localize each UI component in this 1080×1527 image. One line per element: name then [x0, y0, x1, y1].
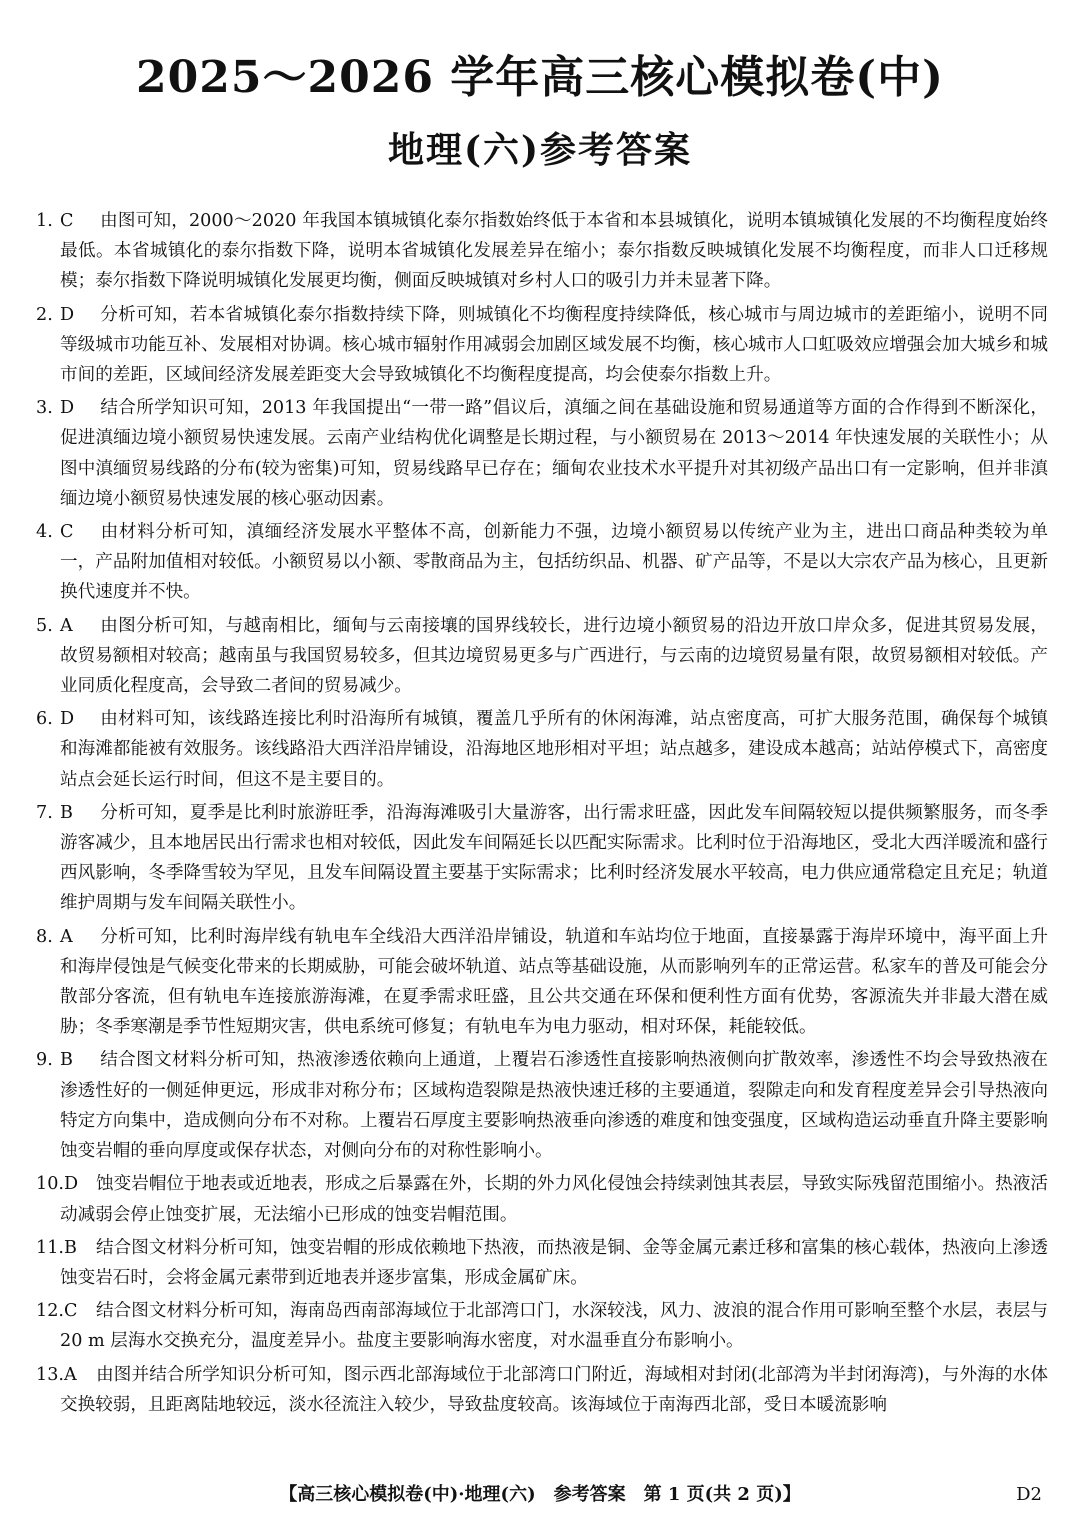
- page-title: 2025～2026 学年高三核心模拟卷(中): [136, 52, 944, 103]
- answer-item-11: [36, 1233, 1048, 1293]
- answer-list: [36, 206, 1048, 1423]
- answer-explanation: 结合图文材料分析可知，热液渗透依赖向上通道，上覆岩石渗透性直接影响热液侧向扩散效率，渗透性不均会导致热液在渗透性好的一侧延伸更远，形成非对称分布；区域构造裂隙是热液快速迁移的主要通道，裂隙走向和发育程度差异会引导热液向特定方向集中，造成侧向分布不对称。上覆岩石厚度主要影响热液垂向渗透的难度和蚀变强度，区域构造运动垂直升降主要影响蚀变岩帽的垂向厚度或保存状态，对侧向分布的对称性影响小。: [60, 1050, 1048, 1162]
- answer-explanation: 蚀变岩帽位于地表或近地表，形成之后暴露在外，长期的外力风化侵蚀会持续剥蚀其表层，导致实际残留范围缩小。热液活动减弱会停止蚀变扩展，无法缩小已形成的蚀变岩帽范围。: [60, 1174, 1048, 1225]
- answer-explanation: 结合图文材料分析可知，蚀变岩帽的形成依赖地下热液，而热液是铜、金等金属元素迁移和富集的核心载体，热液向上渗透蚀变岩石时，会将金属元素带到近地表并逐步富集，形成金属矿床。: [60, 1237, 1048, 1288]
- answer-item-7: [36, 798, 1048, 919]
- page-footer: [0, 1480, 1080, 1510]
- answer-choice: C: [63, 1301, 78, 1322]
- question-number: 10.: [36, 1174, 64, 1195]
- answer-item-8: [36, 922, 1048, 1043]
- answer-item-4: [36, 517, 1048, 608]
- answer-choice: D: [60, 709, 75, 730]
- answer-explanation: 由图分析可知，与越南相比，缅甸与云南接壤的国界线较长，进行边境小额贸易的沿边开放口岸众多，促进其贸易发展，故贸易额相对较高；越南虽与我国贸易较多，但其边境贸易更多与广西进行，与云南的边境贸易量有限，故贸易额相对较低。产业同质化程度高，会导致二者间的贸易减少。: [60, 615, 1048, 697]
- answer-choice: B: [63, 1237, 77, 1258]
- answer-item-1: [36, 206, 1048, 297]
- question-number: 7.: [36, 802, 53, 823]
- answer-choice: A: [60, 615, 73, 636]
- question-number: 4.: [36, 522, 53, 543]
- answer-item-6: [36, 704, 1048, 795]
- answer-choice: D: [63, 1174, 79, 1195]
- answer-explanation: 由材料分析可知，滇缅经济发展水平整体不高，创新能力不强，边境小额贸易以传统产业为主，进出口商品种类较为单一，产品附加值相对较低。小额贸易以小额、零散商品为主，包括纺织品、机器、矿产品等，不是以大宗农产品为核心，且更新换代速度并不快。: [60, 522, 1048, 603]
- answer-choice: C: [60, 522, 74, 543]
- question-number: 11.: [36, 1237, 64, 1258]
- answer-explanation: 结合图文材料分析可知，海南岛西南部海域位于北部湾口门，水深较浅，风力、波浪的混合作用可影响至整个水层，表层与 20 m 层海水交换充分，温度差异小。盐度主要影响海水密度，对水温垂直分布影响小。: [60, 1301, 1048, 1352]
- question-number: 13.: [36, 1364, 64, 1385]
- question-number: 8.: [36, 926, 53, 947]
- answer-choice: A: [60, 926, 73, 947]
- question-number: 1.: [36, 211, 53, 231]
- paper-code: D2: [1016, 1484, 1042, 1505]
- question-number: 9.: [36, 1050, 53, 1071]
- answer-explanation: 分析可知，若本省城镇化泰尔指数持续下降，则城镇化不均衡程度持续降低，核心城市与周边城市的差距缩小，说明不同等级城市功能互补、发展相对协调。核心城市辐射作用减弱会加剧区域发展不均衡，核心城市人口虹吸效应增强会加大城乡和城市间的差距，区域间经济发展差距变大会导致城镇化不均衡程度提高，均会使泰尔指数上升。: [60, 304, 1048, 386]
- page-subtitle: 地理(六)参考答案: [387, 129, 693, 171]
- question-number: 2.: [36, 304, 53, 325]
- answer-explanation: 由图并结合所学知识分析可知，图示西北部海域位于北部湾口门附近，海域相对封闭(北部湾为半封闭海湾)，与外海的水体交换较弱，且距离陆地较远，淡水径流注入较少，导致盐度较高。该海域位于南海西北部，受日本暖流影响: [60, 1364, 1048, 1415]
- answer-item-9: [36, 1045, 1048, 1166]
- answer-choice: C: [60, 211, 74, 231]
- answer-item-10: [36, 1169, 1048, 1229]
- question-number: 12.: [36, 1301, 64, 1322]
- answer-choice: D: [60, 304, 75, 325]
- answer-item-12: [36, 1296, 1048, 1356]
- answer-explanation: 分析可知，夏季是比利时旅游旺季，沿海海滩吸引大量游客，出行需求旺盛，因此发车间隔较短以提供频繁服务，而冬季游客减少，且本地居民出行需求也相对较低，因此发车间隔延长以匹配实际需求。比利时位于沿海地区，受北大西洋暖流和盛行西风影响，冬季降雪较为罕见，且发车间隔设置主要基于实际需求；比利时经济发展水平较高，电力供应通常稳定且充足；轨道维护周期与发车间隔关联性小。: [60, 802, 1048, 914]
- answer-choice: B: [60, 802, 73, 823]
- question-number: 6.: [36, 709, 53, 730]
- answer-item-13: [36, 1360, 1048, 1420]
- answer-choice: B: [60, 1050, 73, 1071]
- answer-explanation: 由图可知，2000～2020 年我国本镇城镇化泰尔指数始终低于本省和本县城镇化，说明本镇城镇化发展的不均衡程度始终最低。本省城镇化的泰尔指数下降，说明本省城镇化发展差异在缩小；泰尔指数反映城镇化发展不均衡程度，而非人口迁移规模；泰尔指数下降说明城镇化发展更均衡，侧面反映城镇对乡村人口的吸引力并未显著下降。: [60, 211, 1048, 292]
- question-number: 3.: [36, 398, 53, 419]
- footer-text: 【高三核心模拟卷(中)·地理(六) 参考答案 第 1 页(共 2 页)】: [279, 1484, 801, 1505]
- answer-choice: A: [63, 1364, 77, 1385]
- answer-explanation: 结合所学知识可知，2013 年我国提出“一带一路”倡议后，滇缅之间在基础设施和贸易通道等方面的合作得到不断深化，促进滇缅边境小额贸易快速发展。云南产业结构优化调整是长期过程，与小额贸易在 2013～2014 年快速发展的关联性小；从图中滇缅贸易线路的分布(较为密集)可知，贸易线路早已存在；缅甸农业技术水平提升对其初级产品出口有一定影响，但并非滇缅边境小额贸易快速发展的核心驱动因素。: [60, 398, 1048, 509]
- answer-choice: D: [60, 398, 75, 419]
- answer-item-2: [36, 300, 1048, 391]
- question-number: 5.: [36, 615, 53, 636]
- answer-explanation: 由材料可知，该线路连接比利时沿海所有城镇，覆盖几乎所有的休闲海滩，站点密度高，可扩大服务范围，确保每个城镇和海滩都能被有效服务。该线路沿大西洋沿岸铺设，沿海地区地形相对平坦；站点越多，建设成本越高；站站停模式下，高密度站点会延长运行时间，但这不是主要目的。: [60, 709, 1048, 790]
- answer-item-3: [36, 393, 1048, 514]
- answer-explanation: 分析可知，比利时海岸线有轨电车全线沿大西洋沿岸铺设，轨道和车站均位于地面，直接暴露于海岸环境中，海平面上升和海岸侵蚀是气候变化带来的长期威胁，可能会破坏轨道、站点等基础设施，从而影响列车的正常运营。私家车的普及可能会分散部分客流，但有轨电车连接旅游海滩，在夏季需求旺盛，且公共交通在环保和便利性方面有优势，客源流失并非最大潜在威胁；冬季寒潮是季节性短期灾害，供电系统可修复；有轨电车为电力驱动，相对环保，耗能较低。: [60, 926, 1048, 1038]
- answer-item-5: [36, 611, 1048, 702]
